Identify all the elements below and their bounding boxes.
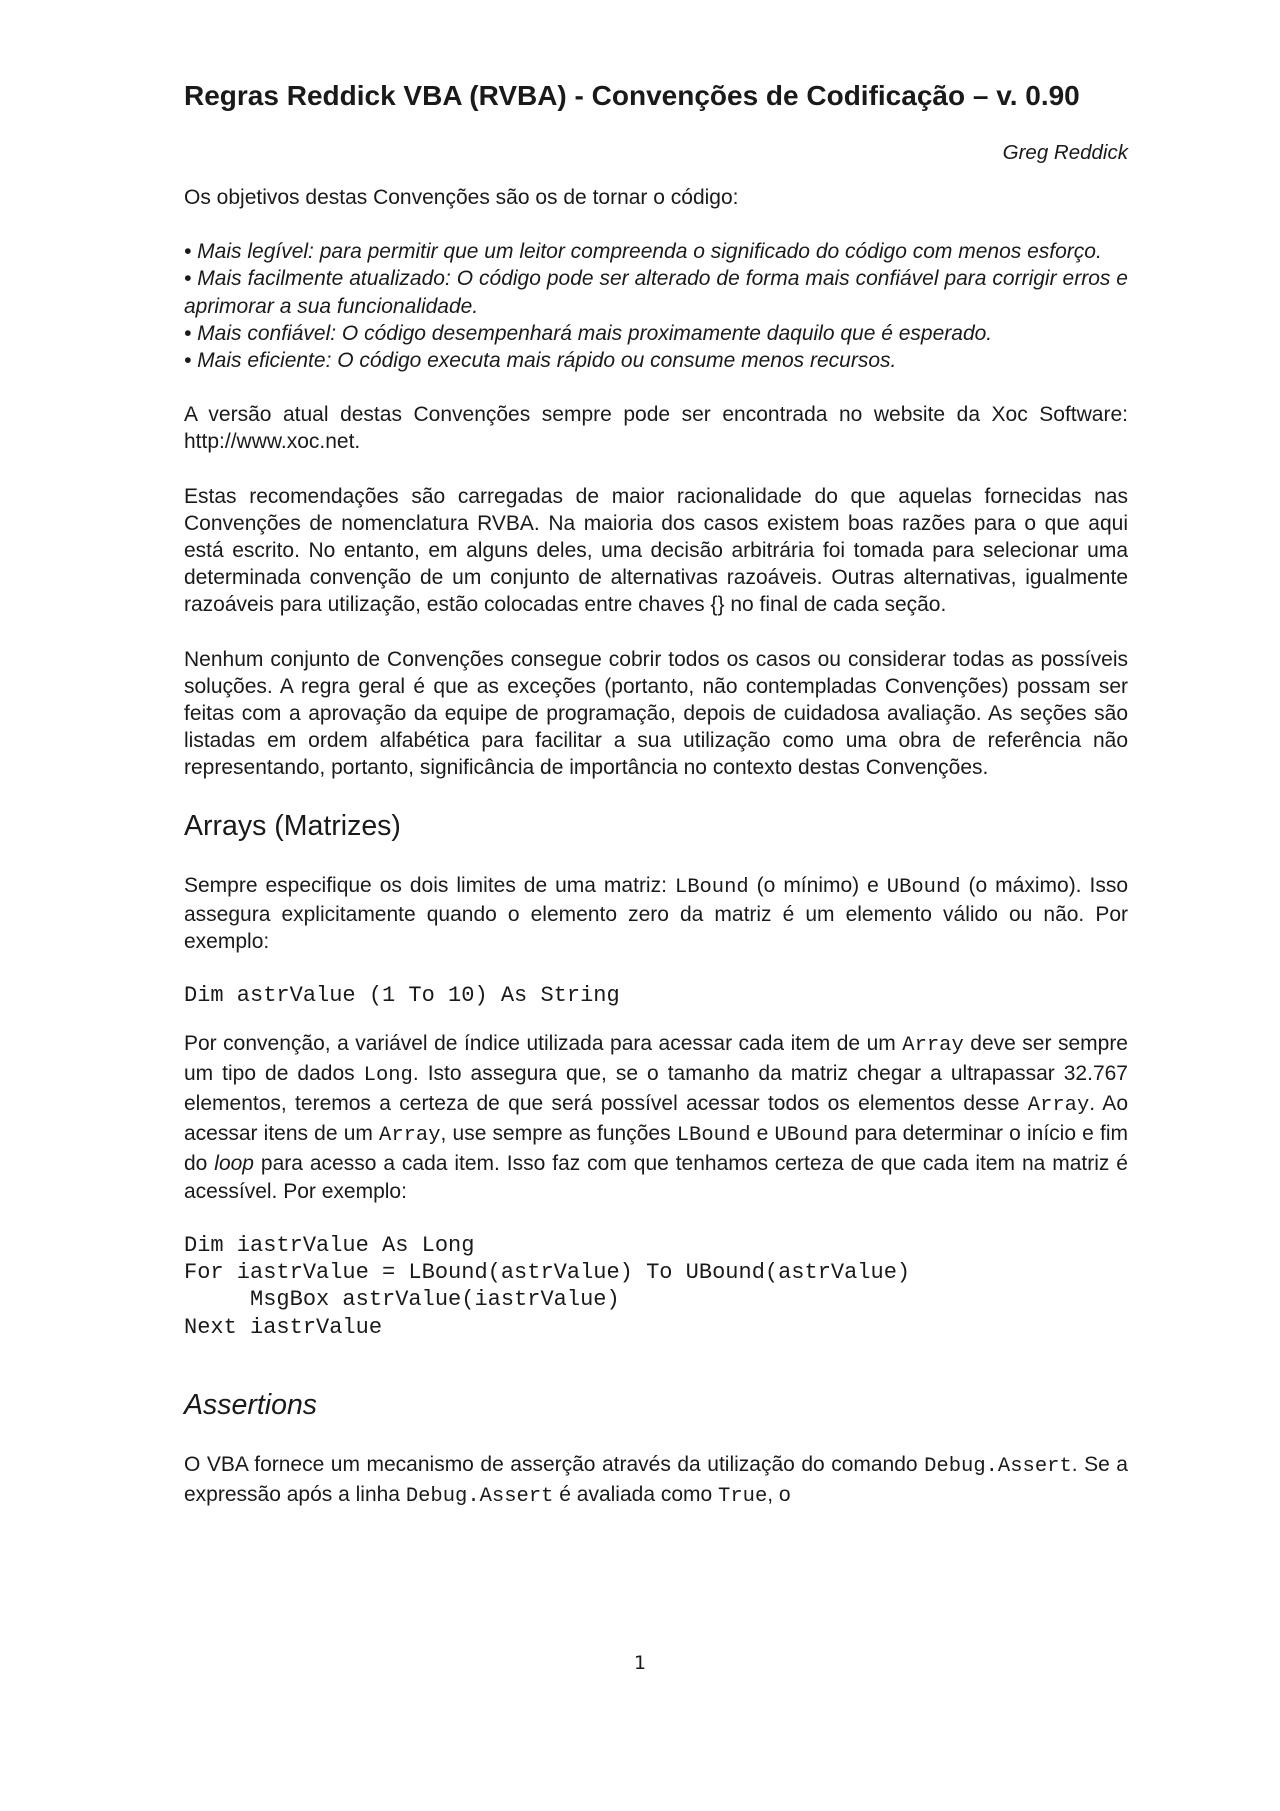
paragraph-array-index — [184, 1030, 1128, 1206]
list-item: • Mais confiável: O código desempenhará mais proximamente daquilo que é esperado. — [184, 321, 993, 345]
inline-code: LBound — [674, 875, 749, 899]
text-run: . Ao acessar itens de um — [184, 1091, 1128, 1145]
list-item: • Mais legível: para permitir que um leitor compreenda o significado do código com menos esforço. — [184, 240, 1102, 264]
code-line: Dim astrValue (1 To 10) As String — [184, 983, 620, 1009]
text-run: (o máximo). Isso assegura explicitamente quando o elemento zero da matriz é um elemento válido ou não. Por exemplo: — [184, 873, 1128, 954]
text-run: para acesso a cada item. Isso faz com que tenhamos certeza de que cada item na matriz é acessível. Por exemplo: — [184, 1151, 1128, 1203]
text-run: deve ser sempre um tipo de dados — [184, 1031, 1128, 1085]
paragraph-current-version: A versão atual destas Convenções sempre pode ser encontrada no website da Xoc Software: http://www.xoc.net. — [184, 403, 1128, 454]
text-run: . Se a expressão após a linha — [184, 1453, 1128, 1506]
text-run: para determinar o início e fim do — [184, 1121, 1128, 1175]
page-number: 1 — [633, 1652, 647, 1674]
inline-code: UBound — [774, 1123, 849, 1147]
document-title: Regras Reddick VBA (RVBA) - Convenções de Codificação – v. 0.90 — [184, 80, 1080, 111]
paragraph-recommendations: Estas recomendações são carregadas de maior racionalidade do que aquelas fornecidas nas Convenções de nomenclatura RVBA. Na maioria dos casos existem boas razões para o que aqui está escrito. No entanto, em alguns deles, uma decisão arbitrária foi tomada para selecionar uma determinada convenção de um conjunto de alternativas razoáveis. Outras alternativas, igualmente razoáveis para utilização, estão colocadas entre chaves {} no final de cada seção. — [184, 484, 1128, 617]
inline-code: Debug.Assert — [924, 1455, 1072, 1479]
text-run: Sempre especifique os dois limites de uma matriz: — [184, 873, 675, 897]
code-block-dim-array — [184, 982, 1128, 1009]
text-run: , use sempre as funções — [440, 1121, 677, 1145]
author-name: Greg Reddick — [1002, 141, 1128, 164]
inline-code: Array — [1027, 1093, 1090, 1117]
inline-code: UBound — [886, 875, 961, 899]
page-content — [184, 74, 1128, 1510]
inline-code: Long — [363, 1063, 413, 1087]
text-run: O VBA fornece um mecanismo de asserção através da utilização do comando — [184, 1453, 925, 1477]
text-run: Por convenção, a variável de índice utilizada para acessar cada item de um — [184, 1031, 903, 1055]
text-run: . Isto assegura que, se o tamanho da matriz chegar a ultrapassar 32.767 elementos, teremos a certeza de que será possível acessar todos os elementos desse — [184, 1061, 1128, 1115]
code-line: Dim iastrValue As Long — [184, 1232, 475, 1258]
inline-code: Array — [379, 1123, 441, 1147]
inline-code: Array — [902, 1033, 964, 1057]
section-heading-assertions: Assertions — [184, 1389, 318, 1422]
section-heading-arrays: Arrays (Matrizes) — [184, 809, 401, 842]
code-line: For iastrValue = LBound(astrValue) To UBound(astrValue) — [184, 1260, 911, 1286]
code-block-loop — [184, 1232, 1128, 1342]
inline-code: Debug.Assert — [405, 1484, 554, 1508]
text-run: e — [750, 1121, 775, 1145]
intro-lead: Os objetivos destas Convenções são os de tornar o código: — [184, 186, 739, 209]
text-run: (o mínimo) e — [748, 873, 887, 897]
inline-code: True — [718, 1484, 768, 1508]
inline-code: LBound — [676, 1123, 751, 1147]
code-line: MsgBox astrValue(iastrValue) — [184, 1287, 620, 1313]
list-item: • Mais eficiente: O código executa mais rápido ou consume menos recursos. — [184, 349, 897, 373]
paragraph-exceptions: Nenhum conjunto de Convenções consegue cobrir todos os casos ou considerar todas as possíveis soluções. A regra geral é que as exceções (portanto, não contempladas Convenções) possam ser feitas com a aprovação da equipe de programação, depois de cuidadosa avaliação. As seções são listadas em ordem alfabética para facilitar a sua utilização como uma obra de referência não representando, portanto, significância de importância no contexto destas Convenções. — [184, 647, 1128, 780]
paragraph-assertions — [184, 1451, 1128, 1509]
paragraph-array-bounds — [184, 872, 1128, 956]
code-line: Next iastrValue — [184, 1314, 383, 1340]
list-item: • Mais facilmente atualizado: O código pode ser alterado de forma mais confiável para corrigir erros e aprimorar a sua funcionalidade. — [184, 267, 1128, 318]
text-run: , o — [767, 1482, 791, 1506]
objectives-list — [184, 238, 1128, 374]
emphasis: loop — [214, 1151, 254, 1175]
text-run: é avaliada como — [553, 1482, 719, 1506]
